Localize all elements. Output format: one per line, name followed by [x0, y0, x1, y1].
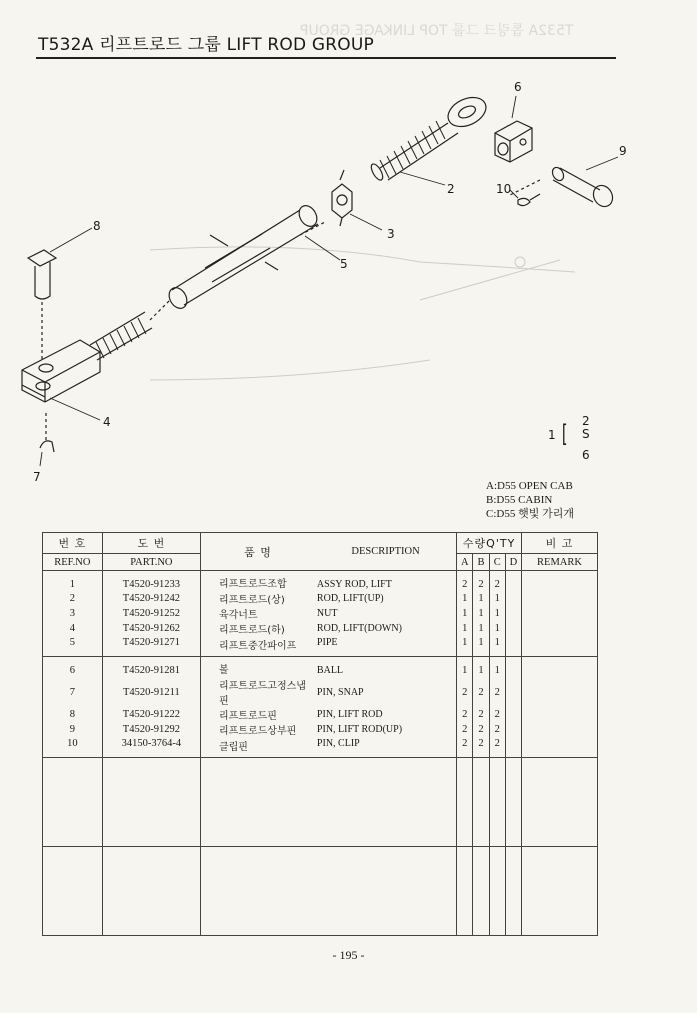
cell-name-kr: 리프트로드(상): [218, 595, 285, 606]
cell-qty-c: 2: [489, 707, 505, 722]
cell-ref: 2: [43, 591, 103, 606]
callout-7: 7: [33, 470, 41, 484]
cell-ref: 3: [43, 606, 103, 621]
cell-qty-a: 1: [457, 591, 473, 606]
cell-qty-d: [505, 707, 521, 722]
cell-qty-d: [505, 621, 521, 636]
callout-9: 9: [619, 144, 627, 158]
cell-ref: 6: [43, 657, 103, 678]
cell-description: NUT: [315, 606, 457, 621]
snap-pin: [40, 410, 54, 452]
header-ref-kr: 번 호: [43, 533, 103, 554]
callout-6: 6: [514, 80, 522, 94]
assembly-through-mark: S: [582, 427, 590, 441]
table-row: [43, 657, 598, 678]
header-ref-en: REF.NO: [43, 554, 103, 571]
cell-qty-d: [505, 737, 521, 758]
cell-qty-d: [505, 657, 521, 678]
table-row: [43, 737, 598, 758]
cell-remark: [522, 571, 598, 592]
table-row: [43, 636, 598, 657]
callout-2: 2: [447, 182, 455, 196]
table-row: [43, 677, 598, 707]
cell-qty-c: 2: [489, 737, 505, 758]
cell-name-kr: 육각너트: [218, 610, 258, 621]
cell-description: PIN, CLIP: [315, 737, 457, 758]
cell-remark: [522, 636, 598, 657]
cell-name-kr: 리프트중간파이프: [200, 636, 314, 657]
header-part-kr: 도 번: [102, 533, 200, 554]
header-remark-kr: 비 고: [522, 533, 598, 554]
callout-4: 4: [103, 415, 111, 429]
cell-ref: 8: [43, 707, 103, 722]
cell-part-no: T4520-91281: [102, 657, 200, 678]
cell-qty-c: 1: [489, 636, 505, 657]
cell-name-kr: 볼: [218, 665, 229, 676]
assembly-first-number: 2: [582, 414, 590, 428]
cell-description: PIPE: [315, 636, 457, 657]
cell-qty-d: [505, 722, 521, 737]
upper-pin: [510, 165, 616, 210]
header-qty-d: D: [505, 554, 521, 571]
header-description: DESCRIPTION: [315, 533, 457, 571]
cell-qty-c: 2: [489, 722, 505, 737]
cell-qty-a: 1: [457, 606, 473, 621]
cell-name-kr: 리프트로드조합: [218, 579, 287, 590]
leader-lines: [40, 96, 618, 466]
clip-pin: [518, 194, 540, 206]
cell-description: PIN, LIFT ROD: [315, 707, 457, 722]
header-qty-a: A: [457, 554, 473, 571]
cell-remark: [522, 677, 598, 707]
cell-qty-c: 1: [489, 657, 505, 678]
cell-part-no: T4520-91252: [102, 606, 200, 621]
cell-qty-a: 2: [457, 707, 473, 722]
cell-remark: [522, 606, 598, 621]
exploded-parts-diagram: [0, 60, 697, 490]
table-row: [43, 606, 598, 621]
header-part-en: PART.NO: [102, 554, 200, 571]
cell-qty-a: 1: [457, 657, 473, 678]
cell-qty-b: 2: [473, 677, 489, 707]
cell-name-kr: 리프트로드핀: [218, 711, 277, 722]
cell-qty-b: 2: [473, 707, 489, 722]
table-row: [43, 722, 598, 737]
cell-qty-a: 2: [457, 571, 473, 592]
callout-8: 8: [93, 219, 101, 233]
table-row: [43, 591, 598, 606]
legend-item-c: C:D55 햇빛 가리개: [486, 508, 574, 520]
cell-qty-a: 2: [457, 737, 473, 758]
cell-part-no: T4520-91271: [102, 636, 200, 657]
legend-item-a: A:D55 OPEN CAB: [486, 480, 573, 492]
cell-qty-b: 1: [473, 606, 489, 621]
table-row: [43, 707, 598, 722]
header-qty-b: B: [473, 554, 489, 571]
empty-row: [43, 758, 598, 847]
cell-part-no: T4520-91292: [102, 722, 200, 737]
cell-remark: [522, 591, 598, 606]
cell-qty-c: 2: [489, 571, 505, 592]
cell-qty-a: 2: [457, 677, 473, 707]
cell-ref: 7: [43, 677, 103, 707]
header-remark-en: REMARK: [522, 554, 598, 571]
cell-name-kr: 리프트로드상부핀: [218, 726, 297, 737]
cell-qty-b: 2: [473, 737, 489, 758]
cell-ref: 4: [43, 621, 103, 636]
cell-qty-d: [505, 571, 521, 592]
callout-5: 5: [340, 257, 348, 271]
cell-qty-d: [505, 636, 521, 657]
header-qty-c: C: [489, 554, 505, 571]
ball: [495, 121, 532, 162]
cell-remark: [522, 722, 598, 737]
cell-ref: 9: [43, 722, 103, 737]
cell-qty-d: [505, 606, 521, 621]
cell-description: ROD, LIFT(DOWN): [315, 621, 457, 636]
table-row: [43, 621, 598, 636]
callout-3: 3: [387, 227, 395, 241]
callout-10: 10: [496, 182, 512, 196]
cell-remark: [522, 657, 598, 678]
empty-row: [43, 847, 598, 936]
cell-name-kr: 리프트로드고정스냅핀: [218, 681, 306, 707]
assembly-last-number: 6: [582, 448, 590, 462]
lift-pipe: [150, 202, 320, 320]
cell-description: PIN, LIFT ROD(UP): [315, 722, 457, 737]
cell-qty-a: 1: [457, 636, 473, 657]
cell-qty-d: [505, 677, 521, 707]
page-number: - 195 -: [332, 948, 365, 962]
cell-qty-c: 2: [489, 677, 505, 707]
cell-part-no: T4520-91242: [102, 591, 200, 606]
cell-qty-b: 1: [473, 591, 489, 606]
model-legend: [486, 479, 574, 521]
cell-ref: 5: [43, 636, 103, 657]
upper-lift-rod: [369, 92, 491, 182]
cell-qty-b: 2: [473, 571, 489, 592]
legend-item-b: B:D55 CABIN: [486, 494, 553, 506]
cell-ref: 1: [43, 571, 103, 592]
cell-remark: [522, 737, 598, 758]
table-row: [43, 571, 598, 592]
header-name-kr: 품 명: [200, 533, 314, 571]
cell-ref: 10: [43, 737, 103, 758]
parts-table: [42, 532, 598, 936]
cell-part-no: T4520-91262: [102, 621, 200, 636]
bleed-through-title: T532A 톱링크 그룹 TOP LINKAGE GROUP: [300, 23, 574, 39]
faint-background-outline: [150, 247, 575, 380]
cell-qty-b: 1: [473, 621, 489, 636]
cell-description: ROD, LIFT(UP): [315, 591, 457, 606]
page-title: T532A 리프트로드 그룹 LIFT ROD GROUP: [38, 35, 374, 55]
cell-part-no: 34150-3764-4: [102, 737, 200, 758]
cell-description: BALL: [315, 657, 457, 678]
cell-qty-b: 1: [473, 636, 489, 657]
cell-name-kr: 리프트로드(하): [218, 625, 285, 636]
cell-qty-c: 1: [489, 591, 505, 606]
cell-remark: [522, 707, 598, 722]
cell-qty-a: 1: [457, 621, 473, 636]
cell-part-no: T4520-91222: [102, 707, 200, 722]
cell-description: PIN, SNAP: [315, 677, 457, 707]
cell-qty-a: 2: [457, 722, 473, 737]
cell-qty-b: 1: [473, 657, 489, 678]
assembly-bracket: [: [561, 420, 568, 448]
assembly-parent-number: 1: [548, 428, 556, 442]
lift-rod-pin: [28, 250, 56, 360]
cell-qty-d: [505, 591, 521, 606]
cell-part-no: T4520-91211: [102, 677, 200, 707]
cell-description: ASSY ROD, LIFT: [315, 571, 457, 592]
cell-qty-c: 1: [489, 621, 505, 636]
cell-qty-c: 1: [489, 606, 505, 621]
cell-part-no: T4520-91233: [102, 571, 200, 592]
title-rule: [36, 57, 616, 59]
header-qty: 수량Q'TY: [457, 533, 522, 554]
cell-qty-b: 2: [473, 722, 489, 737]
cell-remark: [522, 621, 598, 636]
cell-name-kr: 클립핀: [200, 737, 314, 758]
